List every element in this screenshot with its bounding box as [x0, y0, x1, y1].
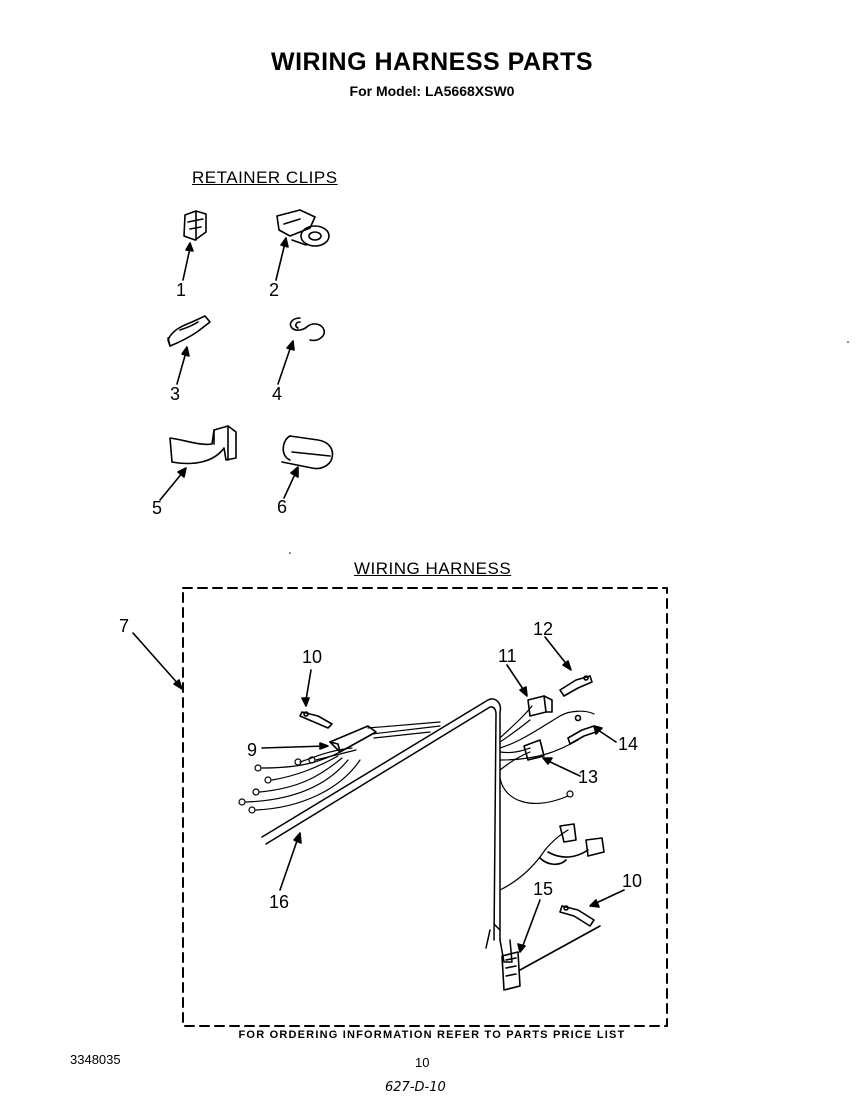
terminal-14-drawing: [568, 716, 596, 745]
retainer-clip-3-drawing: [168, 316, 210, 346]
callout-1: 1: [176, 280, 187, 300]
callout-4: 4: [272, 384, 283, 404]
leader-line-13: [546, 760, 580, 776]
callout-11: 11: [498, 646, 517, 666]
leader-line-1: [183, 248, 190, 280]
callout-9: 9: [247, 740, 258, 760]
terminal-10-left-drawing: [300, 712, 332, 728]
leader-line-14: [598, 730, 616, 742]
leader-line-5: [160, 472, 183, 500]
callout-3: 3: [170, 384, 181, 404]
leader-line-11: [507, 665, 525, 692]
callout-6: 6: [277, 497, 288, 517]
wiring-harness-heading: WIRING HARNESS: [354, 559, 512, 578]
callout-10-left: 10: [302, 647, 323, 667]
retainer-clips-heading: RETAINER CLIPS: [192, 168, 338, 187]
leader-line-9: [262, 746, 326, 748]
harness-boundary: [183, 588, 667, 1026]
model-subtitle: For Model: LA5668XSW0: [349, 83, 515, 99]
leader-line-10-left: [306, 670, 311, 700]
callout-10-right: 10: [622, 871, 643, 891]
callout-5: 5: [152, 498, 163, 518]
leader-line-16: [280, 838, 298, 890]
leader-line-2: [276, 243, 285, 280]
document-number: 3348035: [70, 1052, 121, 1067]
leader-line-15: [522, 900, 540, 948]
retainer-clip-5-drawing: [170, 426, 236, 463]
terminal-10-right-drawing: [560, 906, 594, 926]
retainer-clip-1-drawing: [184, 211, 206, 240]
callout-16: 16: [269, 892, 290, 912]
leader-line-10-right: [594, 890, 624, 904]
page-title: WIRING HARNESS PARTS: [270, 48, 594, 76]
terminal-12-drawing: [560, 676, 592, 696]
leader-line-4: [278, 346, 291, 384]
ordering-note: FOR ORDERING INFORMATION REFER TO PARTS PRICE LIST: [238, 1029, 626, 1041]
terminal-rings-left: [239, 757, 315, 813]
harness-trunk: [262, 699, 512, 962]
leader-line-7: [133, 633, 180, 686]
leader-line-3: [177, 352, 186, 384]
callout-13: 13: [578, 767, 599, 787]
retainer-clip-6-drawing: [282, 436, 332, 469]
callout-7: 7: [119, 616, 130, 636]
leader-line-6: [284, 472, 296, 498]
callout-14: 14: [618, 734, 639, 754]
callout-12: 12: [533, 619, 554, 639]
handwritten-code: 627-D-10: [385, 1080, 446, 1095]
retainer-clip-4-drawing: [290, 318, 324, 340]
leader-line-12: [545, 637, 568, 666]
page-number: 10: [415, 1055, 430, 1070]
callout-2: 2: [269, 280, 280, 300]
connector-15-drawing: [502, 926, 600, 990]
connector-9-drawing: [330, 726, 376, 752]
callout-15: 15: [533, 879, 554, 899]
